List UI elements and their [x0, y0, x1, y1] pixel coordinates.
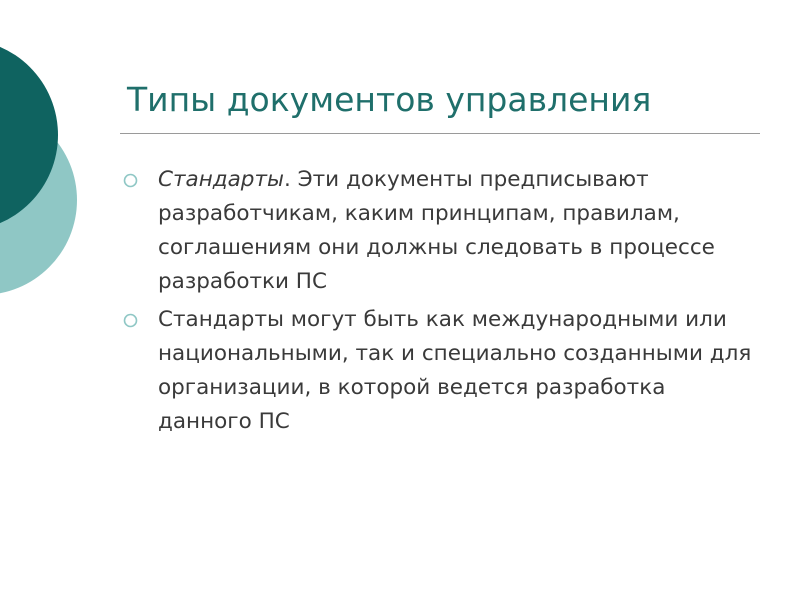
- bullet-emphasis: Стандарты: [158, 167, 284, 192]
- title-divider: [120, 133, 760, 134]
- bullet-text: . Эти документы предписывают разработчикам, каким принципам, правилам, соглашениям они должны следовать в процессе разработки ПС: [158, 167, 715, 294]
- slide-title: Типы документов управления: [127, 80, 652, 119]
- hollow-circle-icon: [123, 173, 138, 188]
- hollow-circle-icon: [123, 313, 138, 328]
- bullet-text: Стандарты могут быть как международными или национальными, так и специально созданными для организации, в которой ведется разработка данного ПС: [158, 307, 752, 434]
- bullet-item: [118, 303, 758, 439]
- bullet-list: [118, 163, 758, 443]
- bullet-item: [118, 163, 758, 299]
